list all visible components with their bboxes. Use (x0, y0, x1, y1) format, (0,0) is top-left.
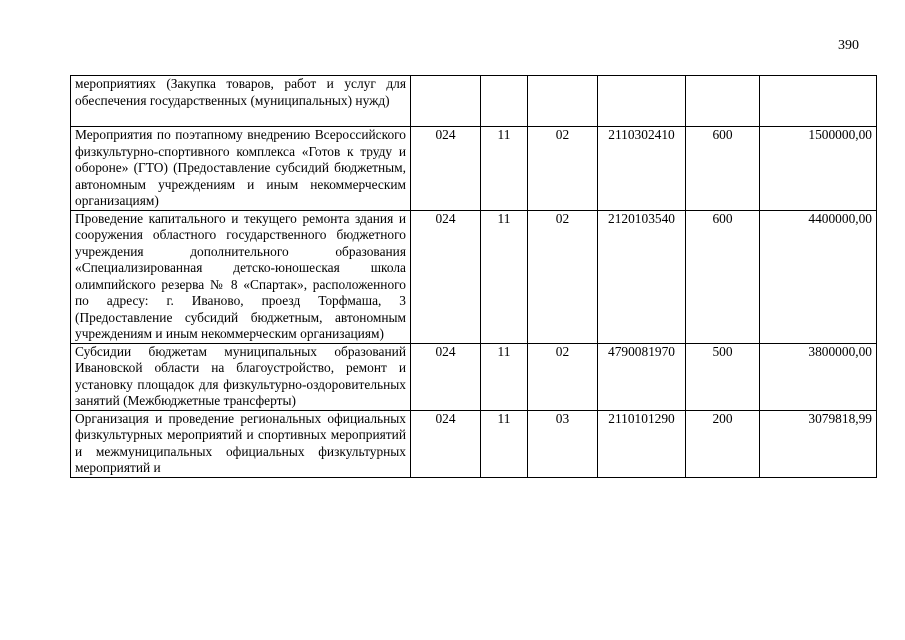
expense-type-code: 200 (686, 410, 760, 477)
target-article-code (598, 76, 686, 127)
target-article-code: 4790081970 (598, 343, 686, 410)
target-article-code: 2110302410 (598, 127, 686, 211)
target-article-code: 2120103540 (598, 210, 686, 343)
table-row (71, 210, 877, 343)
budget-table (70, 75, 877, 478)
amount: 3800000,00 (760, 343, 877, 410)
amount: 3079818,99 (760, 410, 877, 477)
row-description: Субсидии бюджетам муниципальных образований Ивановской области на благоустройство, ремонт и установку площадок для физкультурно-оздоровительных занятий (Межбюджетные трансферты) (71, 343, 411, 410)
amount: 4400000,00 (760, 210, 877, 343)
row-description: мероприятиях (Закупка товаров, работ и услуг для обеспечения государственных (муниципальных) нужд) (71, 76, 411, 127)
subsection-code: 02 (528, 127, 598, 211)
section-code: 11 (481, 127, 528, 211)
section-code: 11 (481, 410, 528, 477)
table-row (71, 127, 877, 211)
ministry-code: 024 (411, 410, 481, 477)
row-description: Проведение капитального и текущего ремонта здания и сооружения областного государственного бюджетного учреждения дополнительного образования «Специализированная детско-юношеская школа олимпийского резерва № 8 «Спартак», расположенного по адресу: г. Иваново, проезд Торфмаша, 3 (Предоставление субсидий бюджетным, автономным учреждениям и иным некоммерческим организациям) (71, 210, 411, 343)
subsection-code: 02 (528, 343, 598, 410)
expense-type-code: 600 (686, 127, 760, 211)
subsection-code: 03 (528, 410, 598, 477)
row-description: Мероприятия по поэтапному внедрению Всероссийского физкультурно-спортивного комплекса «Готов к труду и обороне» (ГТО) (Предоставление субсидий бюджетным, автономным учреждениям и иным некоммерческим организациям) (71, 127, 411, 211)
expense-type-code: 600 (686, 210, 760, 343)
amount (760, 76, 877, 127)
section-code: 11 (481, 210, 528, 343)
section-code (481, 76, 528, 127)
ministry-code: 024 (411, 210, 481, 343)
table-row (71, 410, 877, 477)
amount: 1500000,00 (760, 127, 877, 211)
row-description: Организация и проведение региональных официальных физкультурных мероприятий и спортивных мероприятий и межмуниципальных официальных физкультурных мероприятий и (71, 410, 411, 477)
ministry-code: 024 (411, 343, 481, 410)
table-row (71, 76, 877, 127)
ministry-code (411, 76, 481, 127)
table-row (71, 343, 877, 410)
section-code: 11 (481, 343, 528, 410)
subsection-code: 02 (528, 210, 598, 343)
target-article-code: 2110101290 (598, 410, 686, 477)
expense-type-code: 500 (686, 343, 760, 410)
subsection-code (528, 76, 598, 127)
ministry-code: 024 (411, 127, 481, 211)
expense-type-code (686, 76, 760, 127)
page-number: 390 (838, 38, 859, 53)
